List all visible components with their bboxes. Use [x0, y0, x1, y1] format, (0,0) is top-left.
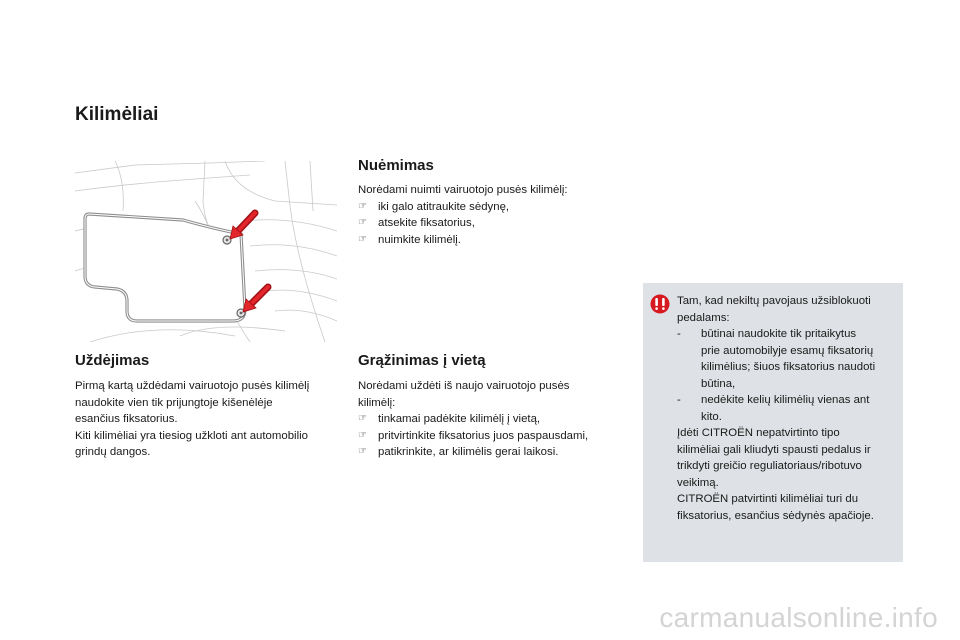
warning-exclamation-icon — [650, 294, 670, 314]
removal-intro: Norėdami nuimti vairuotojo pusės kilimėlį: — [358, 184, 568, 196]
warning-item: - būtinai naudokite tik pritaikytus prie automobilyje esamų fiksatorių kilimėlius; šiuos fiksatorius naudoti būtina, — [677, 328, 876, 390]
floor-mat-diagram — [75, 161, 337, 342]
watermark: carmanualsonline.info — [659, 602, 938, 633]
refitting-step: ☞ tinkamai padėkite kilimėlį į vietą, — [358, 411, 633, 428]
removal-step: ☞ nuimkite kilimėlį. — [358, 232, 618, 249]
pointing-hand-icon: ☞ — [358, 446, 367, 457]
fitting-heading: Uždėjimas — [75, 352, 150, 369]
pointing-hand-icon: ☞ — [358, 413, 367, 424]
removal-step: ☞ iki galo atitraukite sėdynę, — [358, 199, 618, 216]
fitting-text: Pirmą kartą uždėdami vairuotojo pusės kilimėlį naudokite vien tik prijungtoje kišenėlėje esančius fiksatorius. Kiti kilimėliai yra tiesiog užkloti ant automobilio grindų dangos. — [75, 380, 310, 458]
removal-heading: Nuėmimas — [358, 157, 434, 174]
refitting-step: ☞ pritvirtinkite fiksatorius juos paspausdami, — [358, 428, 633, 445]
arrow-lower-icon — [243, 287, 268, 312]
fitting-section — [75, 352, 345, 461]
removal-step: ☞ atsekite fiksatorius, — [358, 215, 618, 232]
floor-mat-illustration — [75, 161, 337, 342]
refitting-step: ☞ patikrinkite, ar kilimėlis gerai laikosi. — [358, 444, 633, 461]
warning-text: Tam, kad nekiltų pavojaus užsiblokuoti pedalams: - būtinai naudokite tik pritaikytus prie automobilyje esamų fiksatorių kilimėlius; šiuos fiksatorius naudoti būtina, - nedėkite kelių kilimėlių vienas ant kito. Įdėti CITROËN nepatvirtinto tipo kilimėliai gali kliudyti spausti pedalus ir trikdyti greičio reguliatoriaus/ribotuvo veikimą. CITROËN patvirtinti kilimėliai turi du fiksatorius, esančius sėdynės apačioje. — [677, 293, 899, 524]
pointing-hand-icon: ☞ — [358, 233, 367, 245]
refitting-heading: Grąžinimas į vietą — [358, 352, 486, 369]
refitting-section: Grąžinimas į vietą Norėdami uždėti iš naujo vairuotojo pusės kilimėlį: ☞ tinkamai padėkite kilimėlį į vietą, ☞ pritvirtinkite fiksatorius juos paspausdami, ☞ patikrinkite, ar kilimėlis gerai laikosi. — [358, 352, 633, 461]
pointing-hand-icon: ☞ — [358, 217, 367, 228]
pointing-hand-icon: ☞ — [358, 429, 367, 441]
warning-item: - nedėkite kelių kilimėlių vienas ant kito. — [677, 394, 870, 423]
refitting-intro: Norėdami uždėti iš naujo vairuotojo pusės — [358, 380, 570, 392]
page-title: Kilimėliai — [75, 104, 159, 125]
removal-section — [358, 157, 618, 248]
pointing-hand-icon: ☞ — [358, 200, 367, 212]
arrow-upper-icon — [230, 213, 255, 239]
